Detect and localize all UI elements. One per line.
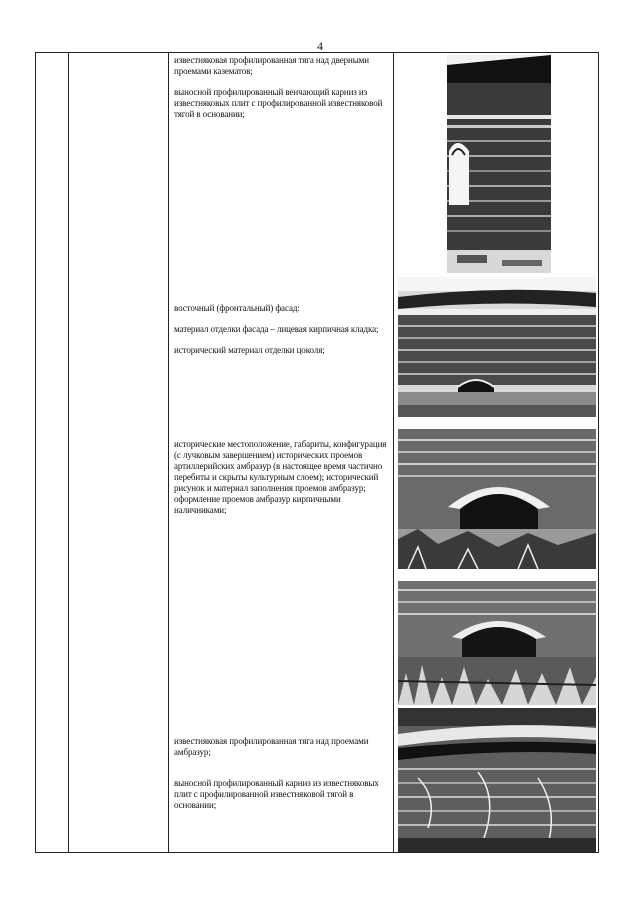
text-block-cornice	[174, 736, 388, 821]
paragraph: исторический материал отделки цоколя;	[174, 345, 325, 355]
column-divider	[168, 53, 169, 852]
paragraph: исторические местоположение, габариты, конфигурация (с лучковым завершением) исторических проемов артиллерийских амбразур (в настоящее время частично перебиты и скрыты культурным слоем); исторический рисунок и материал заполнения проемов амбразур; оформление проемов амбразур кирпичными наличниками;	[174, 439, 387, 515]
page-number: 4	[317, 39, 323, 53]
paragraph: выносной профилированный венчающий карниз из известняковых плит с профилированной известняковой тягой в основании;	[174, 87, 383, 119]
photo-embrasure-overgrown	[398, 581, 596, 705]
column-divider	[393, 53, 394, 852]
column-divider	[68, 53, 69, 852]
paragraph: восточный (фронтальный) фасад:	[174, 303, 300, 313]
text-block-east-facade	[174, 303, 388, 366]
photo-casemate-cornice	[447, 55, 551, 273]
heritage-table	[35, 52, 599, 853]
paragraph: выносной профилированный карниз из известняковых плит с профилированной известняковой тягой в основании;	[174, 778, 379, 810]
photo-cornice-detail	[398, 708, 596, 852]
photo-embrasure-arch	[398, 429, 596, 569]
paragraph: известняковая профилированная тяга над дверными проемами казематов;	[174, 55, 369, 76]
photo-east-facade-plinth	[398, 277, 596, 417]
text-block-casemate	[174, 55, 388, 130]
paragraph: материал отделки фасада – лицевая кирпичная кладка;	[174, 324, 379, 334]
text-block-embrasures	[174, 439, 388, 526]
paragraph: известняковая профилированная тяга над проемами амбразур;	[174, 736, 369, 757]
